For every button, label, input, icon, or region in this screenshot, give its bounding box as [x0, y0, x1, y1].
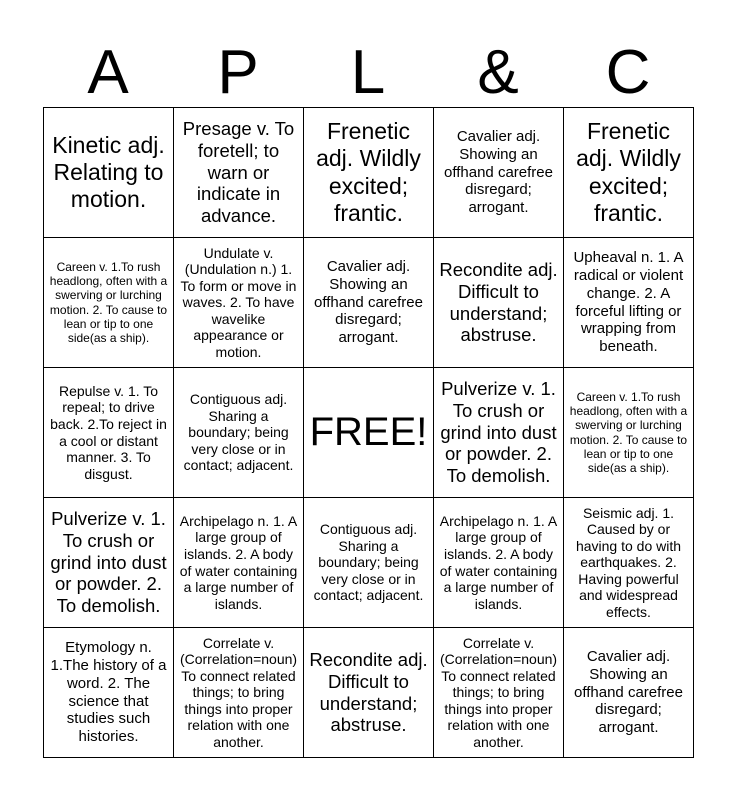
header-letter-4: & — [477, 38, 519, 107]
bingo-cell: Frenetic adj. Wildly excited; frantic. — [564, 108, 694, 238]
bingo-cell: Presage v. To foretell; to warn or indicate in advance. — [174, 108, 304, 238]
bingo-cell: Pulverize v. 1. To crush or grind into dust or powder. 2. To demolish. — [434, 368, 564, 498]
bingo-cell: Careen v. 1.To rush headlong, often with a swerving or lurching motion. 2. To cause to lean or tip to one side(as a ship). — [44, 238, 174, 368]
bingo-cell: Careen v. 1.To rush headlong, often with a swerving or lurching motion. 2. To cause to lean or tip to one side(as a ship). — [564, 368, 694, 498]
bingo-cell: Undulate v. (Undulation n.) 1. To form or move in waves. 2. To have wavelike appearance or motion. — [174, 238, 304, 368]
bingo-cell: Cavalier adj. Showing an offhand carefree disregard; arrogant. — [304, 238, 434, 368]
bingo-cell: Recondite adj. Difficult to understand; abstruse. — [434, 238, 564, 368]
board-row — [44, 628, 694, 758]
bingo-cell: Seismic adj. 1. Caused by or having to do with earthquakes. 2. Having powerful and widespread effects. — [564, 498, 694, 628]
header-letter-2: P — [217, 38, 259, 107]
bingo-cell: Pulverize v. 1. To crush or grind into dust or powder. 2. To demolish. — [44, 498, 174, 628]
bingo-cell: Cavalier adj. Showing an offhand carefree disregard; arrogant. — [434, 108, 564, 238]
bingo-cell: Etymology n. 1.The history of a word. 2. The science that studies such histories. — [44, 628, 174, 758]
bingo-board — [43, 107, 694, 758]
header-letter-5: C — [605, 38, 651, 107]
bingo-cell: Frenetic adj. Wildly excited; frantic. — [304, 108, 434, 238]
header-letter-3: L — [350, 38, 386, 107]
bingo-cell: Correlate v. (Correlation=noun) To connect related things; to bring things into proper relation with one another. — [434, 628, 564, 758]
free-space-cell: FREE! — [304, 368, 434, 498]
bingo-header — [43, 40, 693, 106]
bingo-cell: Repulse v. 1. To repeal; to drive back. 2.To reject in a cool or distant manner. 3. To disgust. — [44, 368, 174, 498]
board-row — [44, 108, 694, 238]
bingo-cell: Correlate v. (Correlation=noun) To connect related things; to bring things into proper relation with one another. — [174, 628, 304, 758]
bingo-cell: Kinetic adj. Relating to motion. — [44, 108, 174, 238]
bingo-cell: Upheaval n. 1. A radical or violent change. 2. A forceful lifting or wrapping from beneath. — [564, 238, 694, 368]
bingo-cell: Cavalier adj. Showing an offhand carefree disregard; arrogant. — [564, 628, 694, 758]
header-letter-1: A — [87, 38, 129, 107]
bingo-cell: Archipelago n. 1. A large group of islands. 2. A body of water containing a large number of islands. — [174, 498, 304, 628]
bingo-cell: Contiguous adj. Sharing a boundary; being very close or in contact; adjacent. — [304, 498, 434, 628]
bingo-cell: Archipelago n. 1. A large group of islands. 2. A body of water containing a large number of islands. — [434, 498, 564, 628]
board-row — [44, 238, 694, 368]
bingo-cell: Contiguous adj. Sharing a boundary; being very close or in contact; adjacent. — [174, 368, 304, 498]
board-row — [44, 368, 694, 498]
bingo-cell: Recondite adj. Difficult to understand; abstruse. — [304, 628, 434, 758]
board-row — [44, 498, 694, 628]
